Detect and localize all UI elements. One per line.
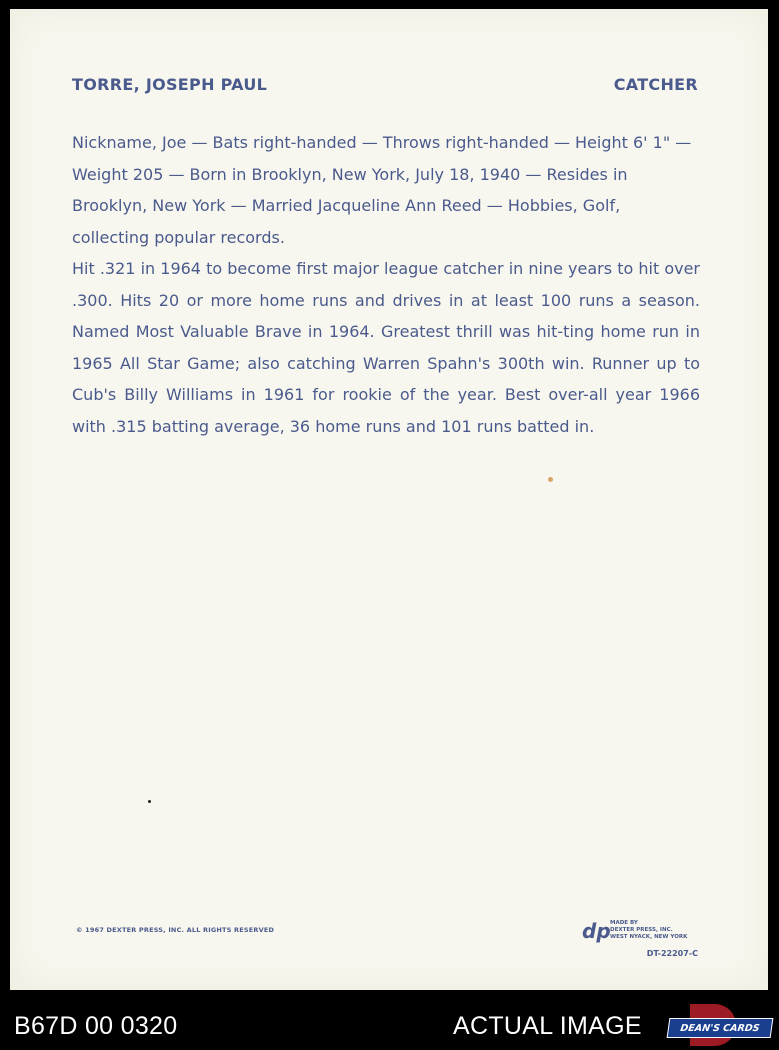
maker-credit [610,920,687,941]
maker-line: DEXTER PRESS, INC. [610,927,673,933]
player-position: CATCHER [613,75,698,94]
card-code: DT-22207-C [646,949,698,958]
deans-cards-logo [668,1004,772,1046]
actual-image-label: ACTUAL IMAGE [453,1012,642,1040]
card-back [10,9,768,990]
logo-banner [667,1018,774,1038]
listing-footer [0,998,779,1050]
player-name: TORRE, JOSEPH PAUL [72,75,268,94]
maker-line: WEST NYACK, NEW YORK [610,934,688,940]
dexter-press-logo: dp [582,919,611,943]
paper-speck [548,477,553,482]
card-text [72,127,700,442]
copyright-notice: © 1967 DEXTER PRESS, INC. ALL RIGHTS RESERVED [76,926,275,934]
maker-line: MADE BY [610,920,638,926]
logo-text: DEAN'S CARDS [679,1022,761,1034]
career-paragraph: Hit .321 in 1964 to become first major league catcher in nine years to hit over .300. Hits 20 or more home runs and drives in at least 100 runs a season. Named Most Valuable Brave in 1964. Greatest thrill was hit-ting home run in 1965 All Star Game; also catching Warren Spahn's 300th win. Runner up to Cub's Billy Williams in 1961 for rookie of the year. Best over-all year 1966 with .315 batting average, 36 home runs and 101 runs batted in. [72,259,700,436]
paper-speck [148,800,151,803]
bio-paragraph: Nickname, Joe — Bats right-handed — Throws right-handed — Height 6' 1" — Weight 205 — Born in Brooklyn, New York, July 18, 1940 — Resides in Brooklyn, New York — Married Jacqueline Ann Reed — Hobbies, Golf, collecting popular records. [72,133,692,247]
item-id: B67D 00 0320 [14,1012,178,1040]
